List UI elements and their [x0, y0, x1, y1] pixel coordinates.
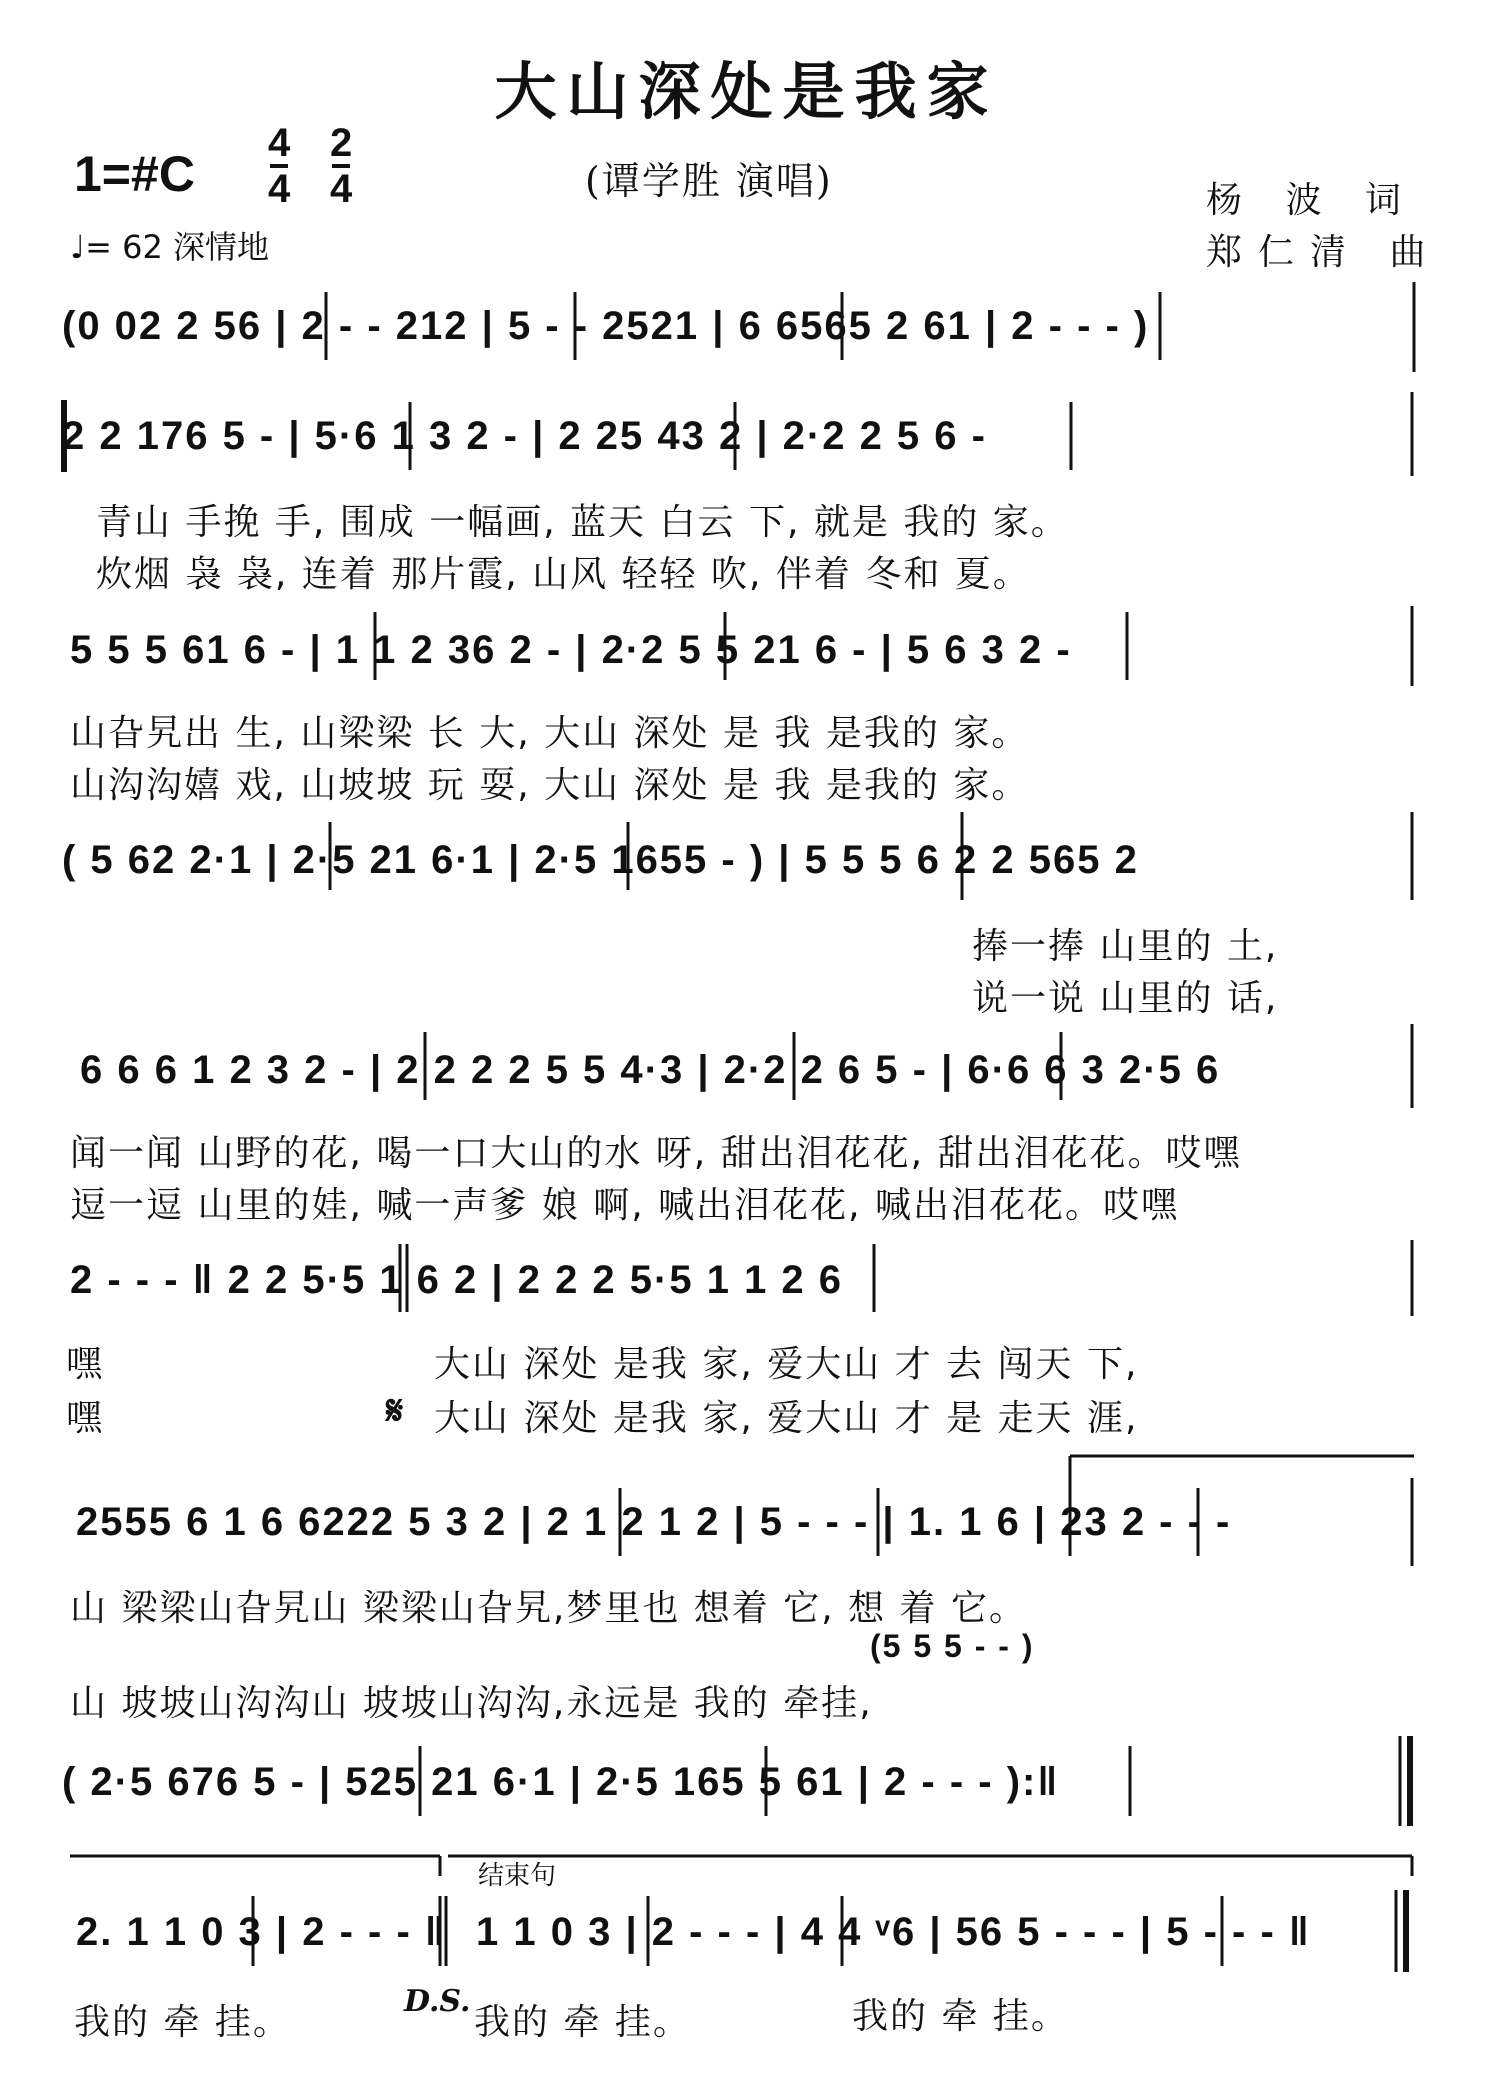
- parenthetical-notes: (5 5 5 - - ): [870, 1628, 1035, 1664]
- lyric-v2-line-6b: 大山 深处 是我 家, 爱大山 才 是 走天 涯,: [434, 1398, 1139, 1439]
- lyric-v1-line-6a: 嘿: [66, 1344, 105, 1385]
- lyric-v1-line-4: 捧一捧 山里的 土,: [972, 926, 1279, 967]
- score-line-2: 2 2 176 5 - | 5·6 1 3 2 - | 2 25 43 2 | 2·2 2 5 6 -: [62, 414, 987, 458]
- meter-top: 2: [330, 121, 353, 165]
- score-line-1: (0 02 2 56 | 2 - - 212 | 5 - - 2521 | 6 6565 2 61 | 2 - - - ): [62, 304, 1150, 348]
- composer-credit: 郑仁清 曲: [1206, 232, 1442, 273]
- song-title: 大山深处是我家: [494, 55, 999, 128]
- score-line-9b: 1 1 0 3 | 2 - - - | 4 4 ᵛ6 | 56 5 - - - | 5 - - - ‖: [476, 1910, 1311, 1954]
- lyric-v1-line-5: 闻一闻 山野的花, 喝一口大山的水 呀, 甜出泪花花, 甜出泪花花。哎嘿: [70, 1133, 1242, 1174]
- lyric-v2-line-2: 炊烟 袅 袅, 连着 那片霞, 山风 轻轻 吹, 伴着 冬和 夏。: [96, 554, 1031, 595]
- singer-credit: (谭学胜 演唱): [585, 159, 833, 203]
- ending-label: 结束句: [478, 1861, 557, 1891]
- score-line-3: 5 5 5 61 6 - | 1 1 2 36 2 - | 2·2 5 5 21 6 - | 5 6 3 2 -: [70, 628, 1072, 672]
- segno-icon: 𝄋: [386, 1388, 406, 1434]
- score-line-4: ( 5 62 2·1 | 2·5 21 6·1 | 2·5 1655 - ) | 5 5 5 6 2 2 565 2: [62, 838, 1139, 882]
- meter-bottom: 4: [330, 167, 353, 211]
- score-line-6: 2 - - - ‖ 2 2 5·5 1 6 2 | 2 2 2 5·5 1 1 2 6: [70, 1258, 844, 1302]
- meter-bottom: 4: [268, 167, 291, 211]
- lyric-v2-line-6a: 嘿: [66, 1398, 105, 1439]
- lyric-v1-line-6b: 大山 深处 是我 家, 爱大山 才 去 闯天 下,: [434, 1344, 1139, 1385]
- key-signature: 1=#C: [74, 146, 195, 202]
- score-line-8: ( 2·5 676 5 - | 525 21 6·1 | 2·5 165 5 61 | 2 - - - ):‖: [62, 1760, 1060, 1804]
- lyric-v1-line-7: 山 梁梁山旮旯山 梁梁山旮旯,梦里也 想着 它, 想 着 它。: [70, 1588, 1027, 1629]
- score-line-9a: 2. 1 1 0 3 | 2 - - - ‖: [76, 1910, 447, 1954]
- lyric-v2-line-5: 逗一逗 山里的娃, 喊一声爹 娘 啊, 喊出泪花花, 喊出泪花花。哎嘿: [70, 1185, 1179, 1226]
- lyric-v1-line-3: 山旮旯出 生, 山梁梁 长 大, 大山 深处 是 我 是我的 家。: [70, 713, 1030, 754]
- score-line-5: 6 6 6 1 2 3 2 - | 2 2 2 2 5 5 4·3 | 2·2 2 6 5 - | 6·6 6 3 2·5 6: [80, 1048, 1221, 1092]
- lyricist-credit: 杨 波 词: [1206, 180, 1417, 221]
- lyric-line-9c: 我的 牵 挂。: [852, 1996, 1069, 2037]
- meter-top: 4: [268, 121, 291, 165]
- lyric-line-9b: 我的 牵 挂。: [474, 2002, 691, 2043]
- lyric-v2-line-3: 山沟沟嬉 戏, 山坡坡 玩 耍, 大山 深处 是 我 是我的 家。: [70, 765, 1030, 806]
- ds-marking: D.S.: [404, 1984, 471, 2019]
- lyric-line-9a: 我的 牵 挂。: [74, 2002, 291, 2043]
- score-line-7: 2555 6 1 6 6222 5 3 2 | 2 1 2 1 2 | 5 - - - | 1. 1 6 | 23 2 - - -: [76, 1500, 1232, 1544]
- lyric-v2-line-7: 山 坡坡山沟沟山 坡坡山沟沟,永远是 我的 牵挂,: [70, 1683, 873, 1724]
- lyric-v2-line-4: 说一说 山里的 话,: [972, 978, 1279, 1019]
- lyric-v1-line-2: 青山 手挽 手, 围成 一幅画, 蓝天 白云 下, 就是 我的 家。: [96, 502, 1069, 543]
- tempo-marking: ♩= 62 深情地: [70, 228, 269, 266]
